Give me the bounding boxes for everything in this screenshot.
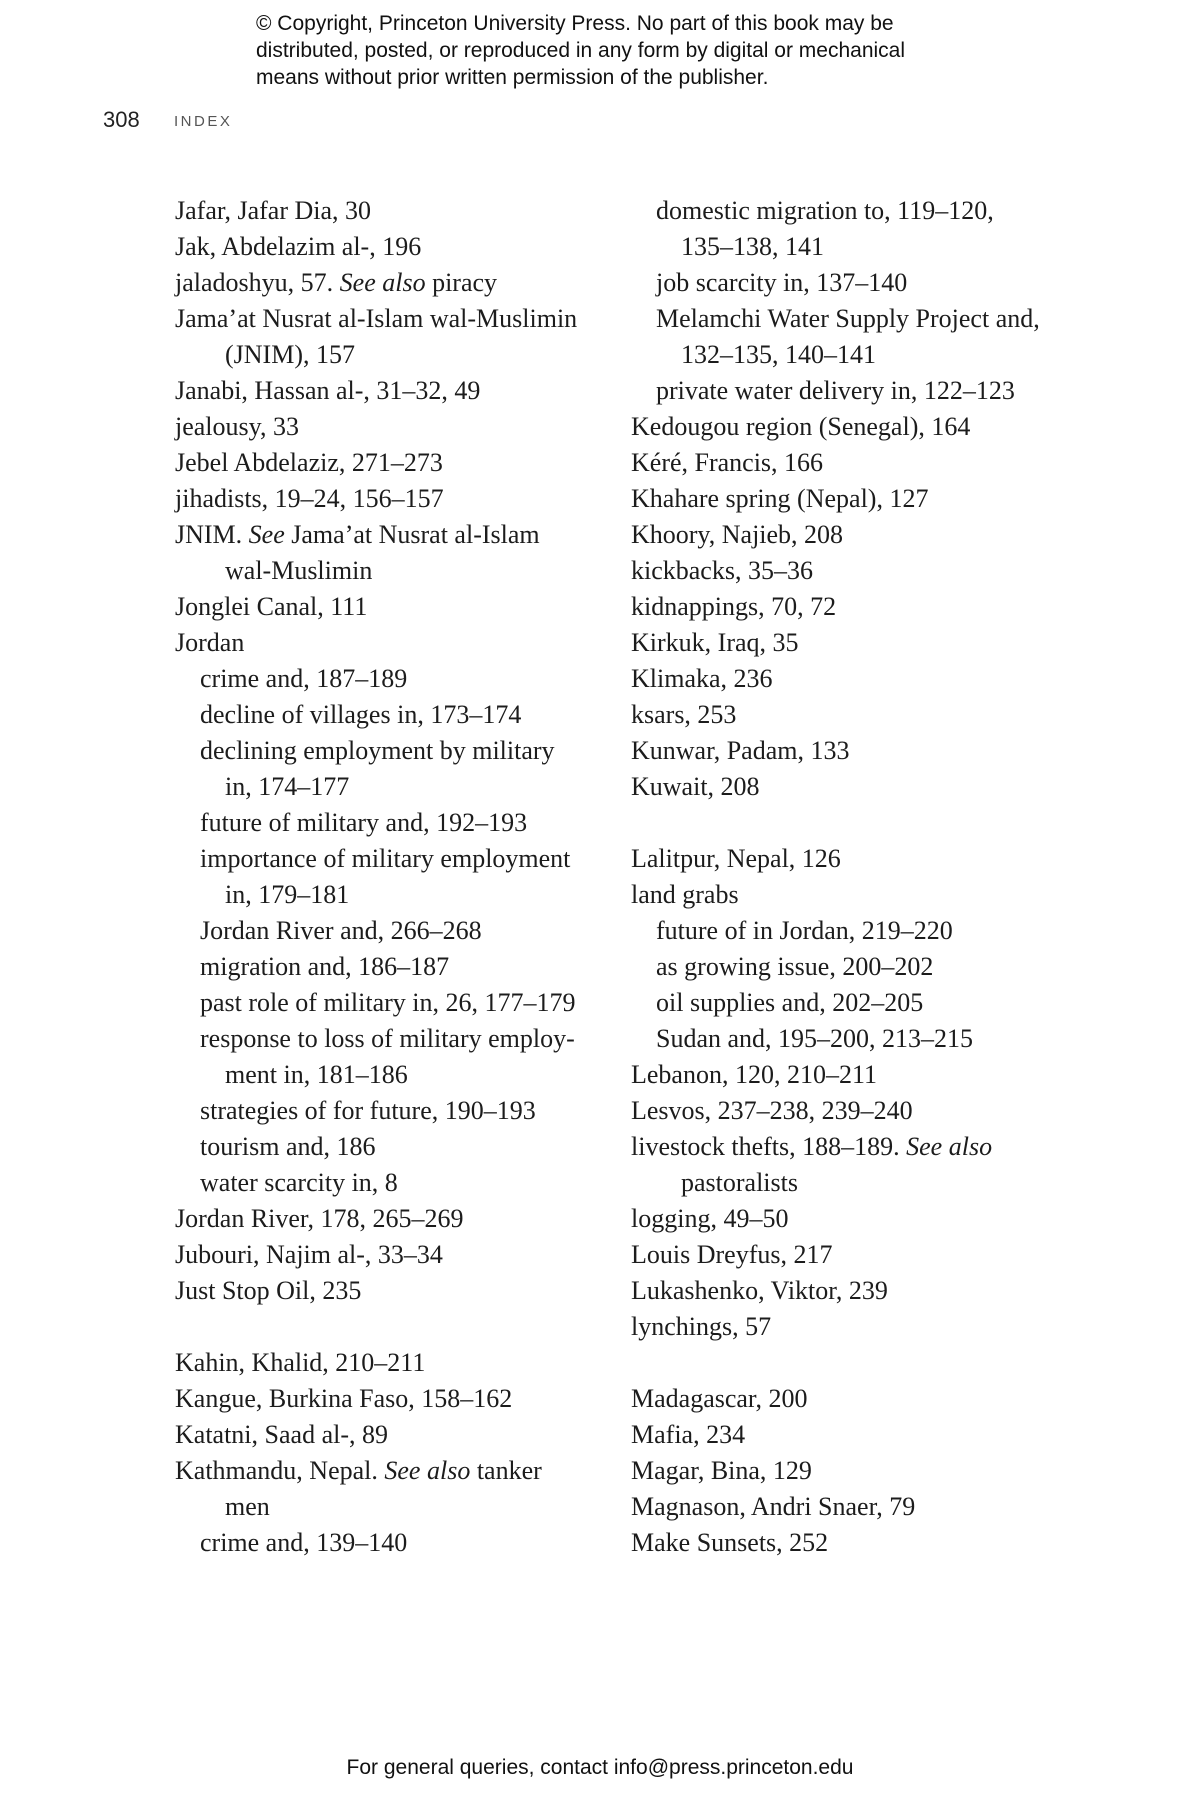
index-entry: Jak, Abdelazim al-, 196 (175, 232, 422, 261)
copyright-line: © Copyright, Princeton University Press. No part of this book may be (256, 12, 894, 35)
index-entry: Lalitpur, Nepal, 126 (631, 844, 841, 873)
index-entry: Jebel Abdelaziz, 271–273 (175, 448, 443, 477)
index-entry: jaladoshyu, 57. See also piracy (175, 268, 498, 297)
index-entry: Kirkuk, Iraq, 35 (631, 628, 799, 657)
index-entry: Mafia, 234 (631, 1420, 746, 1449)
index-subentry: future of military and, 192–193 (200, 808, 528, 837)
index-entry: logging, 49–50 (631, 1204, 789, 1233)
footer-contact: For general queries, contact info@press.princeton.edu (346, 1756, 854, 1779)
index-subentry-continuation: in, 174–177 (225, 772, 350, 801)
index-subentry: water scarcity in, 8 (200, 1168, 398, 1197)
index-entry: Klimaka, 236 (631, 664, 773, 693)
index-entry: Kunwar, Padam, 133 (631, 736, 850, 765)
index-entry: land grabs (631, 880, 739, 909)
page-number: 308 (103, 107, 140, 132)
index-entry: Katatni, Saad al-, 89 (175, 1420, 388, 1449)
letter-group-gap (631, 1345, 1111, 1381)
index-entry-continuation: (JNIM), 157 (225, 340, 355, 369)
index-subentry: strategies of for future, 190–193 (200, 1096, 536, 1125)
index-entry: jihadists, 19–24, 156–157 (175, 484, 444, 513)
index-subentry: domestic migration to, 119–120, (656, 196, 994, 225)
index-entry: Lebanon, 120, 210–211 (631, 1060, 877, 1089)
index-subentry: response to loss of military employ- (200, 1024, 575, 1053)
index-entry: Khahare spring (Nepal), 127 (631, 484, 929, 513)
index-entry: livestock thefts, 188–189. See also (631, 1132, 993, 1161)
index-entry: lynchings, 57 (631, 1312, 772, 1341)
index-column-left (175, 193, 645, 1561)
index-entry: Kéré, Francis, 166 (631, 448, 824, 477)
index-subentry: importance of military employment (200, 844, 571, 873)
index-entry: Jonglei Canal, 111 (175, 592, 368, 621)
index-entry: Kuwait, 208 (631, 772, 760, 801)
index-entry: Kedougou region (Senegal), 164 (631, 412, 971, 441)
index-entry-continuation: wal-Muslimin (225, 556, 373, 585)
index-entry: Kahin, Khalid, 210–211 (175, 1348, 426, 1377)
index-entry: Janabi, Hassan al-, 31–32, 49 (175, 376, 481, 405)
section-label: INDEX (174, 113, 233, 130)
index-subentry: Jordan River and, 266–268 (200, 916, 482, 945)
index-entry: Lukashenko, Viktor, 239 (631, 1276, 888, 1305)
index-subentry: crime and, 139–140 (200, 1528, 408, 1557)
copyright-line: distributed, posted, or reproduced in any form by digital or mechanical (256, 39, 906, 62)
index-entry: Madagascar, 200 (631, 1384, 808, 1413)
index-subentry: oil supplies and, 202–205 (656, 988, 924, 1017)
index-subentry: past role of military in, 26, 177–179 (200, 988, 576, 1017)
letter-group-gap (175, 1309, 645, 1345)
index-entry: Jubouri, Najim al-, 33–34 (175, 1240, 443, 1269)
index-subentry: migration and, 186–187 (200, 952, 450, 981)
index-subentry-continuation: in, 179–181 (225, 880, 350, 909)
index-subentry: Sudan and, 195–200, 213–215 (656, 1024, 974, 1053)
index-entry-continuation: pastoralists (681, 1168, 798, 1197)
index-subentry: decline of villages in, 173–174 (200, 700, 522, 729)
index-entry: Jafar, Jafar Dia, 30 (175, 196, 372, 225)
index-entry: Just Stop Oil, 235 (175, 1276, 362, 1305)
index-subentry: Melamchi Water Supply Project and, (656, 304, 1040, 333)
index-subentry: private water delivery in, 122–123 (656, 376, 1015, 405)
index-entry: ksars, 253 (631, 700, 737, 729)
index-subentry: tourism and, 186 (200, 1132, 376, 1161)
index-entry: kidnappings, 70, 72 (631, 592, 837, 621)
index-subentry: crime and, 187–189 (200, 664, 408, 693)
index-subentry-continuation: ment in, 181–186 (225, 1060, 408, 1089)
index-entry: Jama’at Nusrat al-Islam wal-Muslimin (175, 304, 578, 333)
index-subentry: declining employment by military (200, 736, 555, 765)
copyright-notice (256, 10, 1016, 91)
index-entry: Jordan River, 178, 265–269 (175, 1204, 464, 1233)
index-subentry: as growing issue, 200–202 (656, 952, 934, 981)
index-entry: jealousy, 33 (175, 412, 299, 441)
index-entry: Lesvos, 237–238, 239–240 (631, 1096, 913, 1125)
index-subentry-continuation: 135–138, 141 (681, 232, 824, 261)
index-entry: JNIM. See Jama’at Nusrat al-Islam (175, 520, 540, 549)
index-entry: Magar, Bina, 129 (631, 1456, 812, 1485)
index-entry-continuation: men (225, 1492, 270, 1521)
index-subentry: job scarcity in, 137–140 (656, 268, 908, 297)
index-entry: Kathmandu, Nepal. See also tanker (175, 1456, 542, 1485)
index-entry: Kangue, Burkina Faso, 158–162 (175, 1384, 513, 1413)
copyright-line: means without prior written permission of the publisher. (256, 66, 769, 89)
index-entry: Louis Dreyfus, 217 (631, 1240, 833, 1269)
index-entry: Khoory, Najieb, 208 (631, 520, 844, 549)
index-subentry: future of in Jordan, 219–220 (656, 916, 953, 945)
index-entry: kickbacks, 35–36 (631, 556, 813, 585)
index-subentry-continuation: 132–135, 140–141 (681, 340, 876, 369)
index-column-right (631, 193, 1111, 1561)
index-entry: Jordan (175, 628, 245, 657)
index-entry: Make Sunsets, 252 (631, 1528, 829, 1557)
letter-group-gap (631, 805, 1111, 841)
index-entry: Magnason, Andri Snaer, 79 (631, 1492, 916, 1521)
